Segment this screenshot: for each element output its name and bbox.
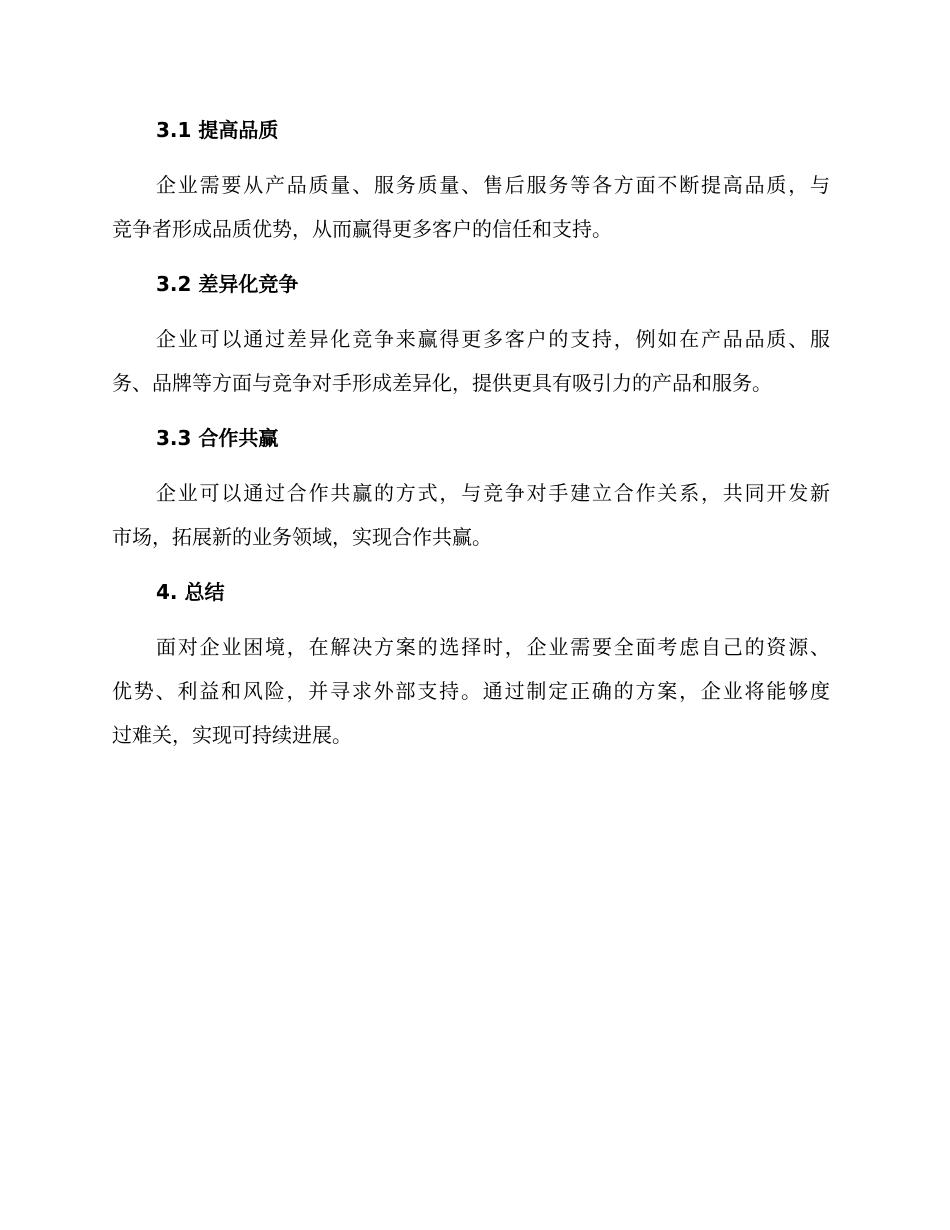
section-paragraph-3-3 [112,471,830,559]
section-heading-3-2: 3.2 差异化竞争 [156,272,299,296]
paragraph-line: 市场，拓展新的业务领域，实现合作共赢。 [112,525,492,549]
section-heading-3-1: 3.1 提高品质 [156,118,279,142]
section-paragraph-3-1 [112,163,830,251]
paragraph-line: 竞争者形成品质优势，从而赢得更多客户的信任和支持。 [112,217,612,241]
section-heading-3-3: 3.3 合作共赢 [156,426,279,450]
paragraph-line: 企业可以通过合作共赢的方式，与竞争对手建立合作关系，共同开发新 [156,481,830,505]
section-paragraph-4 [112,625,830,757]
paragraph-line: 企业需要从产品质量、服务质量、售后服务等各方面不断提高品质，与 [156,173,830,197]
paragraph-line: 面对企业困境，在解决方案的选择时，企业需要全面考虑自己的资源、 [156,635,830,659]
section-heading-4: 4. 总结 [156,580,225,604]
document-body [112,110,830,770]
paragraph-line: 企业可以通过差异化竞争来赢得更多客户的支持，例如在产品品质、服 [156,327,830,351]
paragraph-line: 过难关，实现可持续进展。 [112,723,352,747]
paragraph-line: 务、品牌等方面与竞争对手形成差异化，提供更具有吸引力的产品和服务。 [112,371,772,395]
section-paragraph-3-2 [112,317,830,405]
paragraph-line: 优势、利益和风险，并寻求外部支持。通过制定正确的方案，企业将能够度 [112,679,830,703]
